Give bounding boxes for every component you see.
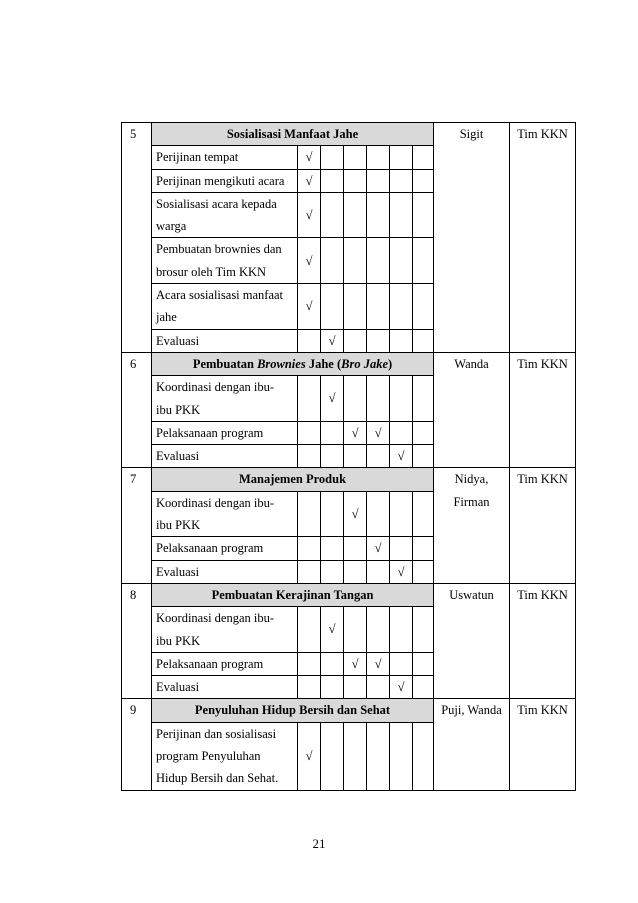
check-mark: √ bbox=[305, 173, 313, 188]
person-in-charge-line: Uswatun bbox=[449, 587, 494, 602]
section-title-part: Manajemen Produk bbox=[238, 472, 347, 487]
week-cell bbox=[344, 329, 367, 352]
executor: Tim KKN bbox=[510, 352, 576, 467]
task-name-line: Perijinan tempat bbox=[156, 150, 239, 165]
week-cell bbox=[321, 676, 344, 699]
week-cell bbox=[344, 491, 367, 537]
check-mark: √ bbox=[351, 656, 359, 671]
week-cell bbox=[413, 284, 434, 330]
person-in-charge bbox=[434, 468, 510, 583]
week-cell bbox=[367, 445, 390, 468]
task-name-line: Perijinan dan sosialisasi bbox=[156, 726, 277, 741]
task-name-line: jahe bbox=[156, 310, 177, 325]
section-header-row bbox=[122, 583, 576, 606]
week-cell bbox=[298, 560, 321, 583]
week-cell bbox=[367, 421, 390, 444]
week-cell bbox=[298, 192, 321, 238]
week-cell bbox=[390, 652, 413, 675]
task-name-line: Evaluasi bbox=[156, 333, 200, 348]
person-in-charge-line: Nidya, bbox=[454, 472, 489, 487]
week-cell bbox=[413, 491, 434, 537]
week-cell bbox=[344, 445, 367, 468]
section-title bbox=[152, 583, 434, 606]
week-cell bbox=[390, 445, 413, 468]
task-name-line: Acara sosialisasi manfaat bbox=[156, 288, 284, 303]
week-cell bbox=[298, 146, 321, 169]
week-cell bbox=[321, 652, 344, 675]
week-cell bbox=[344, 146, 367, 169]
week-cell bbox=[298, 722, 321, 790]
task-name-line: Koordinasi dengan ibu- bbox=[156, 495, 275, 510]
executor: Tim KKN bbox=[510, 699, 576, 790]
section-title-part: Sosialisasi Manfaat Jahe bbox=[226, 127, 359, 141]
week-cell bbox=[367, 376, 390, 422]
person-in-charge bbox=[434, 352, 510, 467]
person-in-charge-line: Sigit bbox=[459, 127, 484, 141]
task-name-line: warga bbox=[156, 219, 187, 234]
task-name bbox=[152, 560, 298, 583]
week-cell bbox=[321, 376, 344, 422]
task-name-line: Evaluasi bbox=[156, 449, 200, 464]
week-cell bbox=[344, 238, 367, 284]
task-name-line: Perijinan mengikuti acara bbox=[156, 173, 285, 188]
task-name-line: Pelaksanaan program bbox=[156, 656, 264, 671]
section-title-part: Pembuatan bbox=[192, 356, 258, 371]
week-cell bbox=[413, 445, 434, 468]
week-cell bbox=[390, 376, 413, 422]
task-name-line: ibu PKK bbox=[156, 518, 201, 533]
task-name bbox=[152, 284, 298, 330]
week-cell bbox=[367, 607, 390, 653]
week-cell bbox=[413, 192, 434, 238]
week-cell bbox=[298, 607, 321, 653]
week-cell bbox=[298, 284, 321, 330]
task-name-line: program Penyuluhan bbox=[156, 749, 261, 764]
schedule-table-body bbox=[122, 123, 576, 791]
section-header-row bbox=[122, 123, 576, 146]
check-mark: √ bbox=[374, 425, 382, 440]
week-cell bbox=[390, 676, 413, 699]
section-title-part: ) bbox=[388, 356, 393, 371]
task-name bbox=[152, 445, 298, 468]
week-cell bbox=[390, 722, 413, 790]
task-name-line: Koordinasi dengan ibu- bbox=[156, 611, 275, 626]
task-name bbox=[152, 652, 298, 675]
week-cell bbox=[298, 445, 321, 468]
check-mark: √ bbox=[374, 541, 382, 556]
check-mark: √ bbox=[351, 506, 359, 521]
week-cell bbox=[413, 146, 434, 169]
task-name bbox=[152, 537, 298, 560]
task-name-line: Evaluasi bbox=[156, 564, 200, 579]
task-name bbox=[152, 146, 298, 169]
section-title bbox=[152, 468, 434, 491]
week-cell bbox=[298, 676, 321, 699]
week-cell bbox=[367, 652, 390, 675]
section-title-part: Brownies bbox=[257, 356, 306, 371]
person-in-charge-line: Wanda bbox=[454, 356, 489, 371]
section-title-part: Pembuatan Kerajinan Tangan bbox=[211, 587, 374, 602]
week-cell bbox=[321, 421, 344, 444]
section-number: 5 bbox=[122, 123, 152, 353]
week-cell bbox=[390, 560, 413, 583]
section-title bbox=[152, 352, 434, 375]
week-cell bbox=[298, 421, 321, 444]
week-cell bbox=[298, 537, 321, 560]
check-mark: √ bbox=[305, 208, 313, 223]
task-name-line: Pelaksanaan program bbox=[156, 541, 264, 556]
task-name bbox=[152, 722, 298, 790]
person-in-charge bbox=[434, 123, 510, 353]
task-name-line: Pembuatan brownies dan bbox=[156, 242, 282, 257]
week-cell bbox=[344, 607, 367, 653]
week-cell bbox=[367, 169, 390, 192]
task-name bbox=[152, 238, 298, 284]
week-cell bbox=[298, 652, 321, 675]
week-cell bbox=[413, 652, 434, 675]
week-cell bbox=[298, 491, 321, 537]
section-header-row bbox=[122, 699, 576, 722]
week-cell bbox=[367, 238, 390, 284]
task-name-line: Evaluasi bbox=[156, 680, 200, 695]
week-cell bbox=[390, 421, 413, 444]
week-cell bbox=[413, 722, 434, 790]
week-cell bbox=[344, 284, 367, 330]
week-cell bbox=[367, 560, 390, 583]
week-cell bbox=[367, 722, 390, 790]
week-cell bbox=[298, 238, 321, 284]
week-cell bbox=[298, 376, 321, 422]
week-cell bbox=[413, 421, 434, 444]
week-cell bbox=[344, 676, 367, 699]
week-cell bbox=[390, 192, 413, 238]
week-cell bbox=[413, 537, 434, 560]
task-name-line: Koordinasi dengan ibu- bbox=[156, 380, 275, 395]
task-name bbox=[152, 376, 298, 422]
task-name-line: Pelaksanaan program bbox=[156, 425, 264, 440]
week-cell bbox=[367, 676, 390, 699]
week-cell bbox=[321, 146, 344, 169]
week-cell bbox=[367, 537, 390, 560]
section-number: 7 bbox=[122, 468, 152, 583]
section-title bbox=[152, 699, 434, 722]
check-mark: √ bbox=[397, 680, 405, 695]
check-mark: √ bbox=[305, 749, 313, 764]
week-cell bbox=[367, 146, 390, 169]
week-cell bbox=[321, 560, 344, 583]
week-cell bbox=[344, 376, 367, 422]
week-cell bbox=[413, 329, 434, 352]
week-cell bbox=[390, 169, 413, 192]
task-name bbox=[152, 169, 298, 192]
week-cell bbox=[413, 607, 434, 653]
check-mark: √ bbox=[374, 656, 382, 671]
week-cell bbox=[390, 491, 413, 537]
task-name-line: brosur oleh Tim KKN bbox=[156, 264, 267, 279]
person-in-charge bbox=[434, 699, 510, 790]
week-cell bbox=[413, 238, 434, 284]
week-cell bbox=[298, 169, 321, 192]
week-cell bbox=[344, 169, 367, 192]
section-title-part: Bro Jake bbox=[341, 356, 388, 371]
week-cell bbox=[321, 537, 344, 560]
check-mark: √ bbox=[305, 299, 313, 314]
person-in-charge bbox=[434, 583, 510, 698]
task-name bbox=[152, 421, 298, 444]
week-cell bbox=[321, 329, 344, 352]
check-mark: √ bbox=[397, 449, 405, 464]
check-mark: √ bbox=[328, 333, 336, 348]
week-cell bbox=[390, 537, 413, 560]
check-mark: √ bbox=[397, 564, 405, 579]
week-cell bbox=[344, 722, 367, 790]
task-name bbox=[152, 607, 298, 653]
task-name bbox=[152, 192, 298, 238]
task-name bbox=[152, 329, 298, 352]
week-cell bbox=[367, 329, 390, 352]
section-title bbox=[152, 123, 434, 146]
week-cell bbox=[390, 238, 413, 284]
section-title-part: Jahe ( bbox=[305, 356, 342, 371]
section-header-row bbox=[122, 352, 576, 375]
week-cell bbox=[298, 329, 321, 352]
task-name bbox=[152, 676, 298, 699]
week-cell bbox=[413, 376, 434, 422]
week-cell bbox=[367, 192, 390, 238]
week-cell bbox=[390, 329, 413, 352]
check-mark: √ bbox=[328, 391, 336, 406]
section-number: 8 bbox=[122, 583, 152, 698]
week-cell bbox=[390, 284, 413, 330]
week-cell bbox=[344, 560, 367, 583]
schedule-table bbox=[121, 122, 576, 791]
week-cell bbox=[413, 560, 434, 583]
week-cell bbox=[367, 491, 390, 537]
week-cell bbox=[344, 652, 367, 675]
task-name-line: Sosialisasi acara kepada bbox=[156, 196, 277, 211]
check-mark: √ bbox=[351, 425, 359, 440]
section-number: 9 bbox=[122, 699, 152, 790]
person-in-charge-line: Puji, Wanda bbox=[441, 703, 502, 718]
week-cell bbox=[344, 421, 367, 444]
week-cell bbox=[321, 607, 344, 653]
section-header-row bbox=[122, 468, 576, 491]
executor: Tim KKN bbox=[510, 468, 576, 583]
task-name bbox=[152, 491, 298, 537]
week-cell bbox=[321, 284, 344, 330]
week-cell bbox=[321, 169, 344, 192]
week-cell bbox=[390, 146, 413, 169]
week-cell bbox=[367, 284, 390, 330]
task-name-line: Hidup Bersih dan Sehat. bbox=[156, 771, 279, 786]
week-cell bbox=[321, 445, 344, 468]
check-mark: √ bbox=[305, 253, 313, 268]
week-cell bbox=[413, 676, 434, 699]
week-cell bbox=[321, 238, 344, 284]
week-cell bbox=[321, 722, 344, 790]
section-title-part: Penyuluhan Hidup Bersih dan Sehat bbox=[194, 703, 391, 718]
task-name-line: ibu PKK bbox=[156, 402, 201, 417]
week-cell bbox=[344, 192, 367, 238]
page-number: 21 bbox=[312, 836, 326, 851]
week-cell bbox=[321, 192, 344, 238]
executor: Tim KKN bbox=[510, 123, 576, 353]
check-mark: √ bbox=[328, 622, 336, 637]
section-number: 6 bbox=[122, 352, 152, 467]
week-cell bbox=[390, 607, 413, 653]
week-cell bbox=[344, 537, 367, 560]
week-cell bbox=[413, 169, 434, 192]
check-mark: √ bbox=[305, 150, 313, 165]
week-cell bbox=[321, 491, 344, 537]
person-in-charge-line: Firman bbox=[453, 494, 490, 509]
executor: Tim KKN bbox=[510, 583, 576, 698]
task-name-line: ibu PKK bbox=[156, 633, 201, 648]
